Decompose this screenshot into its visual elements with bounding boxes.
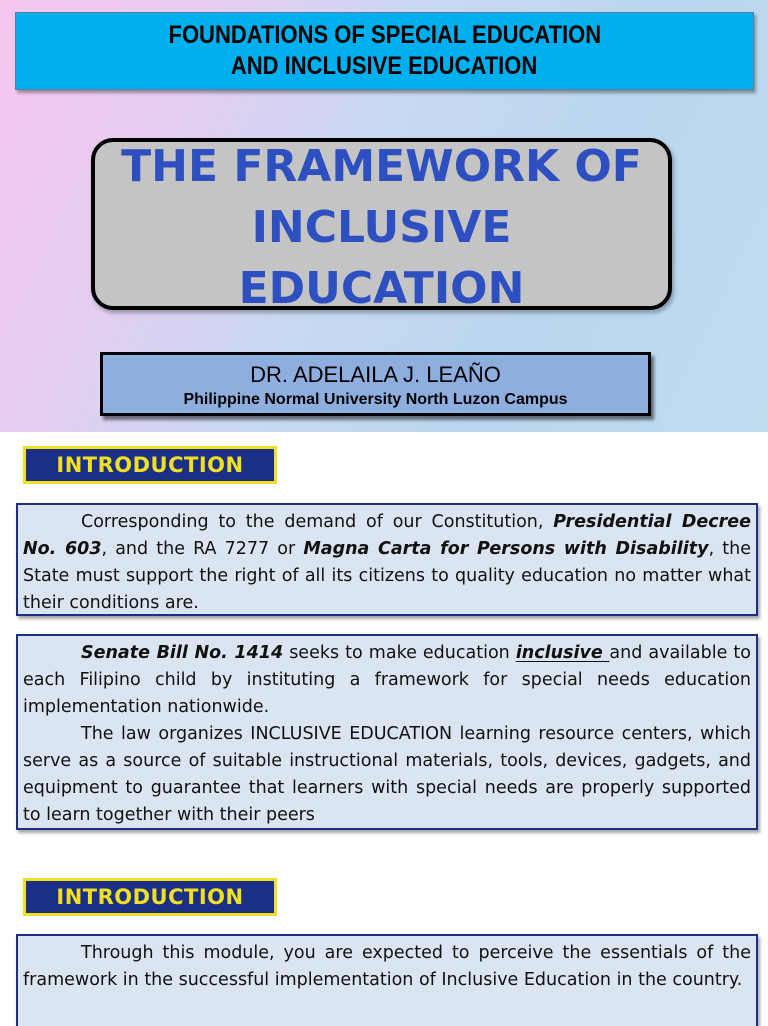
course-title-banner bbox=[15, 12, 754, 90]
module-title-line-1: THE FRAMEWORK OF bbox=[121, 141, 642, 192]
introduction-heading-2: INTRODUCTION bbox=[23, 878, 277, 916]
senate-bill-paragraph-box bbox=[16, 634, 758, 830]
course-title-line-1: FOUNDATIONS OF SPECIAL EDUCATION bbox=[168, 21, 601, 49]
cover-slide bbox=[0, 0, 768, 432]
module-purpose-box bbox=[16, 934, 758, 1026]
senate-bill-paragraph: Senate Bill No. 1414 seeks to make education inclusive and available to each Filipino child by instituting a framework for special needs education implementation nationwide. bbox=[23, 643, 752, 717]
senate-bill-ref: Senate Bill No. 1414 bbox=[81, 643, 284, 663]
module-title-line-2: INCLUSIVE bbox=[251, 202, 512, 253]
inclusive-emphasis: inclusive bbox=[515, 643, 610, 663]
module-purpose-paragraph: Through this module, you are expected to perceive the essentials of the framework in the successful implementation of Inclusive Education in the country. bbox=[23, 943, 751, 990]
module-title-line-3: EDUCATION bbox=[238, 263, 525, 314]
module-title-box bbox=[91, 138, 672, 314]
intro-paragraph-box bbox=[16, 503, 758, 616]
magna-carta-ref: Magna Carta for Persons with Disability bbox=[303, 539, 709, 559]
author-box bbox=[100, 352, 651, 416]
introduction-heading: INTRODUCTION bbox=[23, 446, 277, 484]
course-title-line-2: AND INCLUSIVE EDUCATION bbox=[231, 52, 538, 80]
author-affiliation: Philippine Normal University North Luzon Campus bbox=[183, 391, 568, 408]
author-name: DR. ADELAILA J. LEAÑO bbox=[250, 362, 501, 387]
module-title bbox=[95, 136, 668, 319]
presidential-decree-ref: Presidential Decree No. 603 bbox=[23, 512, 751, 559]
resource-centers-paragraph: The law organizes INCLUSIVE EDUCATION learning resource centers, which serve as a source of suitable instructional materials, tools, devices, gadgets, and equipment to guarantee that learners with special needs are properly supported to learn together with their peers bbox=[23, 724, 751, 825]
constitution-paragraph: Corresponding to the demand of our Constitution, Presidential Decree No. 603, and the RA 7277 or Magna Carta for Persons with Disability, the State must support the right of all its citizens to quality education no matter what their conditions are. bbox=[23, 512, 751, 613]
